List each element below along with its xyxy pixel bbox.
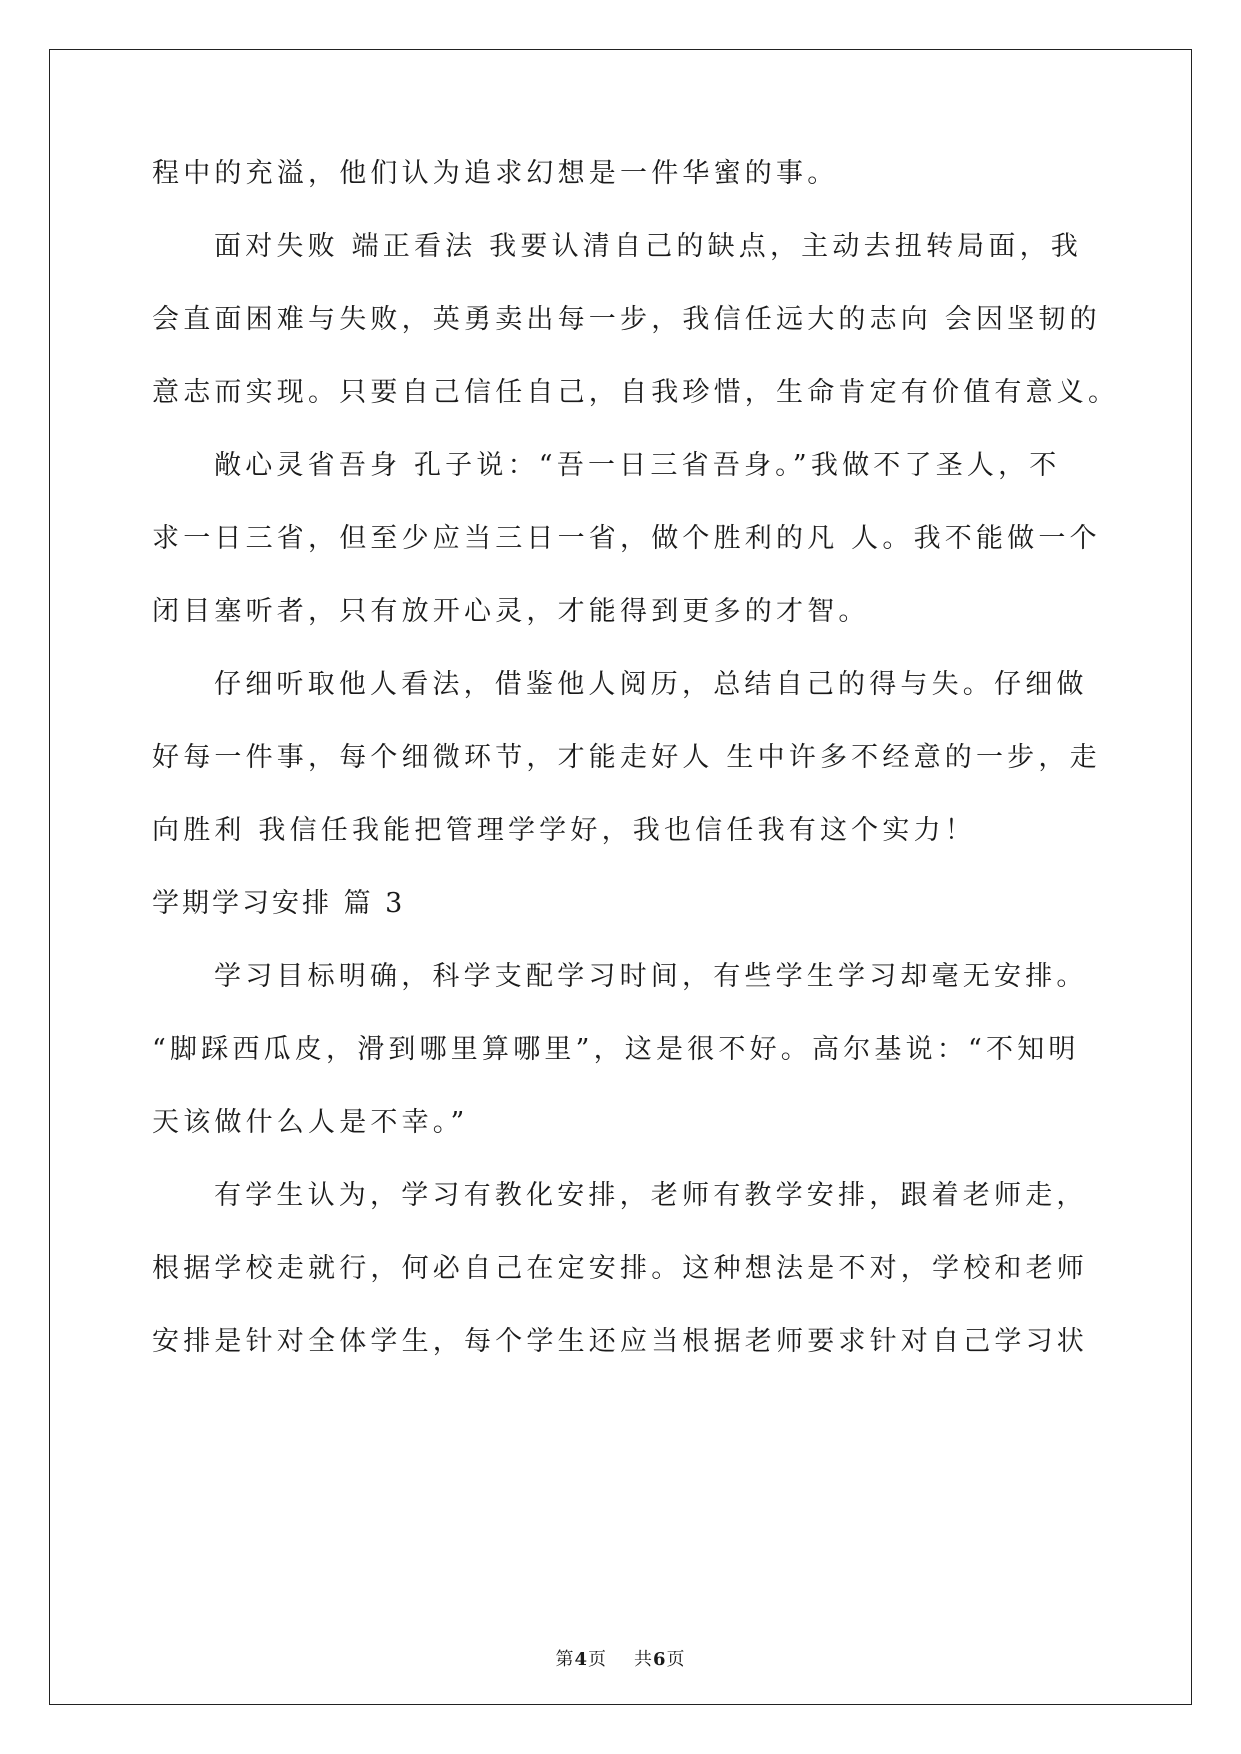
paragraph-start: 面对失败 端正看法 我要认清自己的缺点，主动去扭转局面，我 <box>214 231 1082 262</box>
text-line: 天该做什么人是不幸。” <box>152 1107 469 1138</box>
text-line: 安排是针对全体学生，每个学生还应当根据老师要求针对自己学习状 <box>152 1326 1088 1357</box>
text-line: 好每一件事，每个细微环节，才能走好人 生中许多不经意的一步，走 <box>152 742 1101 773</box>
total-pages: 6 <box>652 1649 667 1670</box>
paragraph-start: 有学生认为，学习有教化安排，老师有教学安排，跟着老师走， <box>214 1180 1088 1211</box>
paragraph-start: 敞心灵省吾身 孔子说：“吾一日三省吾身。”我做不了圣人，不 <box>214 450 1061 481</box>
text-line: 闭目塞听者，只有放开心灵，才能得到更多的才智。 <box>152 596 870 627</box>
total-prefix: 共 <box>633 1649 653 1670</box>
section-heading: 学期学习安排 篇 3 <box>152 888 406 919</box>
total-suffix: 页 <box>666 1649 686 1670</box>
page-prefix: 第 <box>555 1649 575 1670</box>
paragraph-start: 仔细听取他人看法，借鉴他人阅历，总结自己的得与失。仔细做 <box>214 669 1088 700</box>
text-line: 程中的充溢，他们认为追求幻想是一件华蜜的事。 <box>152 158 839 189</box>
page-number: 4 <box>574 1649 589 1670</box>
page-border <box>49 49 1192 1705</box>
text-line: “脚踩西瓜皮，滑到哪里算哪里”，这是很不好。高尔基说：“不知明 <box>152 1034 1080 1065</box>
page-suffix: 页 <box>588 1649 608 1670</box>
text-line: 意志而实现。只要自己信任自己，自我珍惜，生命肯定有价值有意义。 <box>152 377 1120 408</box>
text-line: 求一日三省，但至少应当三日一省，做个胜利的凡 人。我不能做一个 <box>152 523 1101 554</box>
text-line: 会直面困难与失败，英勇卖出每一步，我信任远大的志向 会因坚韧的 <box>152 304 1101 335</box>
paragraph-start: 学习目标明确，科学支配学习时间，有些学生学习却毫无安排。 <box>214 961 1088 992</box>
text-line: 向胜利 我信任我能把管理学学好，我也信任我有这个实力！ <box>152 815 976 846</box>
text-line: 根据学校走就行，何必自己在定安排。这种想法是不对，学校和老师 <box>152 1253 1088 1284</box>
page-footer <box>0 1645 1241 1671</box>
